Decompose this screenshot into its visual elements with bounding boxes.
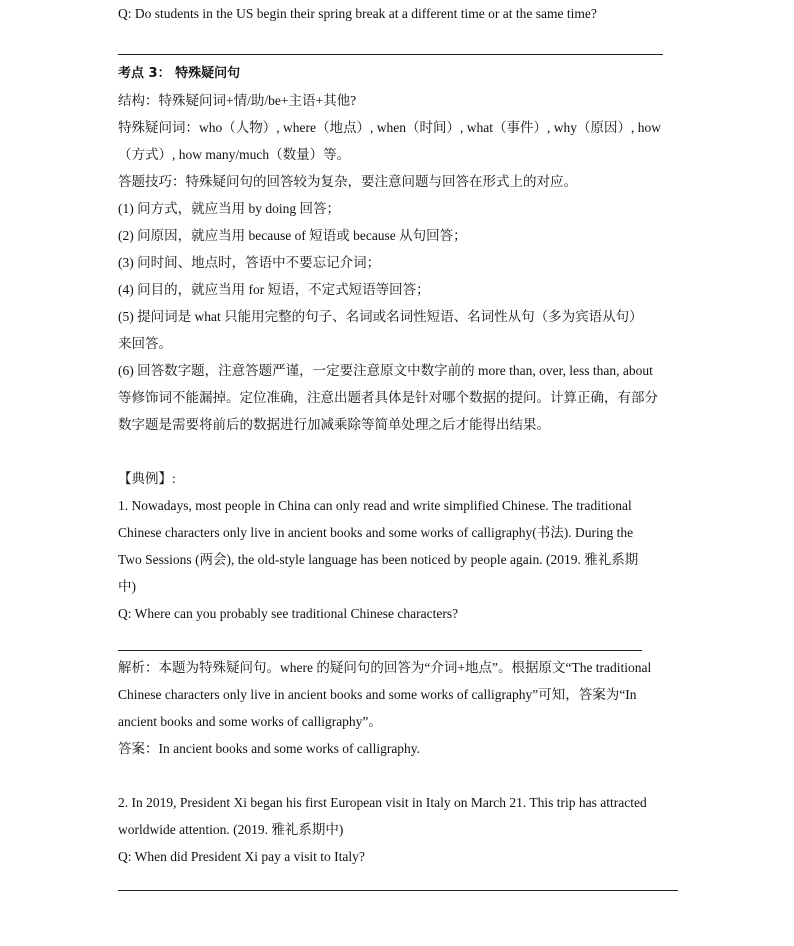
example-text: 1. Nowadays, most people in China can only read and write simplified Chinese. The traditional bbox=[118, 498, 632, 513]
example-text: 中) bbox=[118, 579, 136, 594]
analysis-text: ancient books and some works of calligraphy”。 bbox=[118, 714, 382, 729]
tip-item: (2) 问原因，就应当用 because of 短语或 because 从句回答； bbox=[118, 228, 467, 243]
example-text: 2. In 2019, President Xi began his first European visit in Italy on March 21. This trip has attracted bbox=[118, 795, 647, 810]
example-heading: 【典例】: bbox=[118, 471, 176, 486]
tip-item: 来回答。 bbox=[118, 336, 172, 351]
answer-blank-line bbox=[118, 54, 663, 55]
example-text: worldwide attention. (2019. 雅礼系期中) bbox=[118, 822, 344, 837]
tip-item: (6) 回答数字题，注意答题严谨，一定要注意原文中数字前的 more than, over, less than, about bbox=[118, 363, 653, 378]
analysis-text: 解析：本题为特殊疑问句。where 的疑问句的回答为“介词+地点”。根据原文“The traditional bbox=[118, 660, 652, 675]
example-question: Q: When did President Xi pay a visit to Italy? bbox=[118, 849, 365, 864]
tip-item: 数字题是需要将前后的数据进行加减乘除等简单处理之后才能得出结果。 bbox=[118, 417, 550, 432]
answer-blank-line bbox=[118, 650, 642, 651]
tip-item: (1) 问方式，就应当用 by doing 回答； bbox=[118, 201, 340, 216]
answer-text: 答案：In ancient books and some works of calligraphy. bbox=[118, 741, 421, 756]
question-words-line: （方式）, how many/much（数量）等。 bbox=[118, 147, 351, 162]
answer-blank-line bbox=[118, 890, 678, 891]
intro-question: Q: Do students in the US begin their spring break at a different time or at the same time? bbox=[118, 6, 597, 21]
tip-item: (4) 问目的，就应当用 for 短语，不定式短语等回答； bbox=[118, 282, 430, 297]
tip-item: (5) 提问词是 what 只能用完整的句子、名词或名词性短语、名词性从句（多为宾语从句） bbox=[118, 309, 643, 324]
example-question: Q: Where can you probably see traditional Chinese characters? bbox=[118, 606, 459, 621]
question-words-line: 特殊疑问词：who（人物）, where（地点）, when（时间）, what（事件）, why（原因）, how bbox=[118, 120, 661, 135]
analysis-text: Chinese characters only live in ancient books and some works of calligraphy”可知，答案为“In bbox=[118, 687, 637, 702]
tip-item: (3) 问时间、地点时，答语中不要忘记介词； bbox=[118, 255, 381, 270]
tips-intro: 答题技巧：特殊疑问句的回答较为复杂，要注意问题与回答在形式上的对应。 bbox=[118, 174, 577, 189]
tip-item: 等修饰词不能漏掉。定位准确，注意出题者具体是针对哪个数据的提问。计算正确，有部分 bbox=[118, 390, 658, 405]
structure-line: 结构：特殊疑问词+情/助/be+主语+其他? bbox=[118, 93, 357, 108]
example-text: Two Sessions (两会), the old-style language has been noticed by people again. (2019. 雅礼系期 bbox=[118, 552, 639, 567]
example-text: Chinese characters only live in ancient books and some works of calligraphy(书法). During the bbox=[118, 525, 634, 540]
section-heading: 考点 3： 特殊疑问句 bbox=[118, 66, 241, 81]
